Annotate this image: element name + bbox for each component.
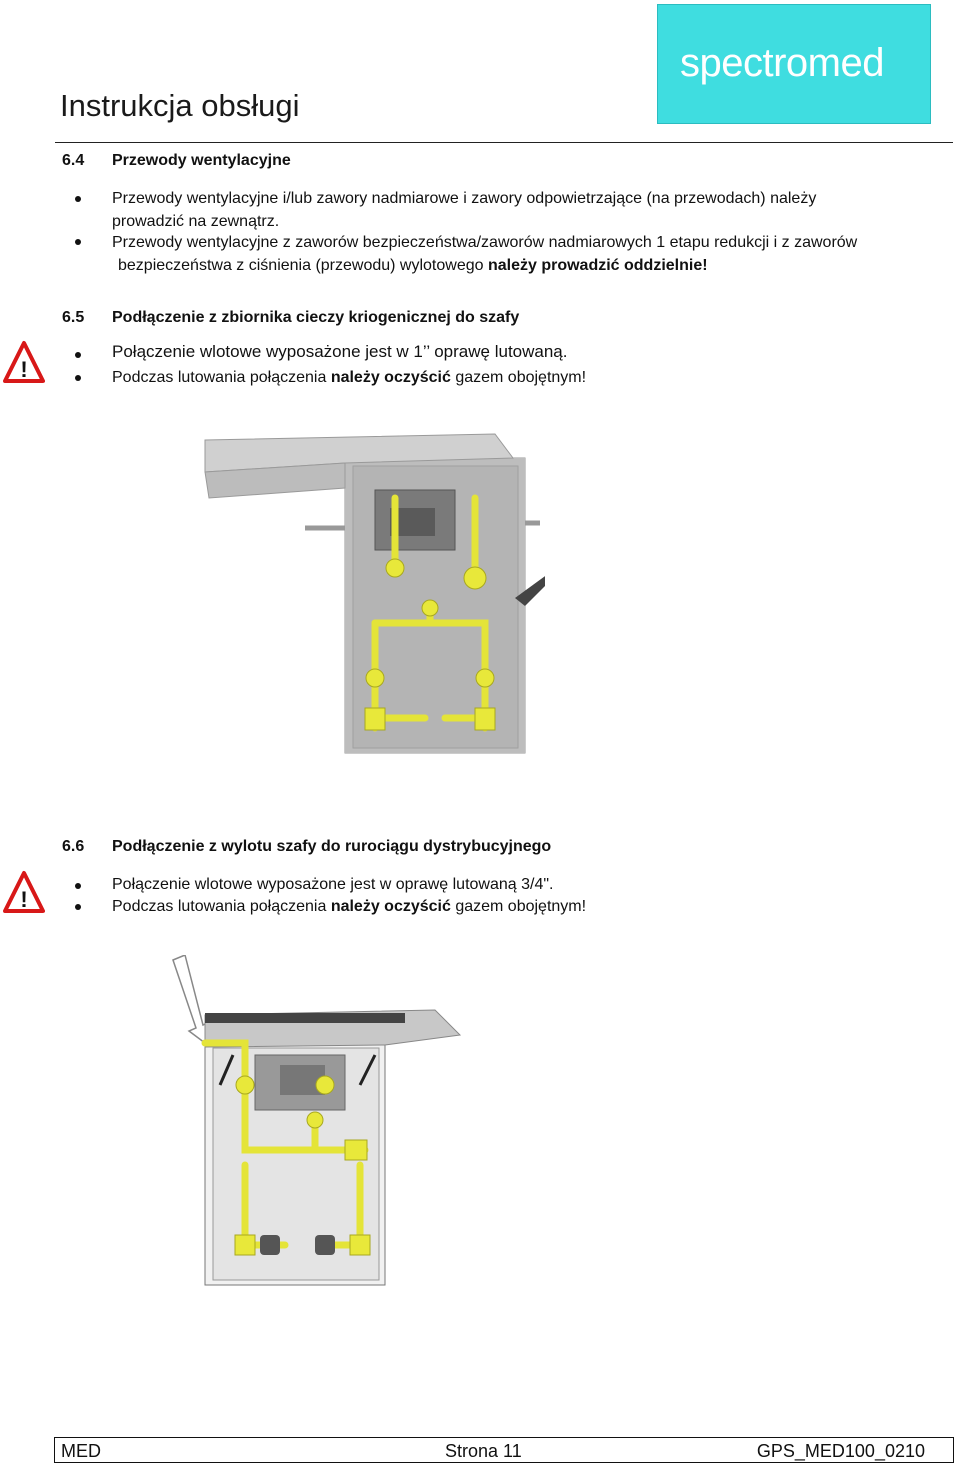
- section-number: 6.6: [62, 838, 85, 855]
- page-number: Strona 11: [445, 1441, 522, 1461]
- text-normal: Podczas lutowania połączenia: [112, 898, 331, 915]
- text-normal: Podczas lutowania połączenia: [112, 369, 331, 386]
- text-bold: należy oczyścić: [330, 898, 451, 915]
- header-divider: [55, 142, 953, 143]
- paragraph: [112, 895, 586, 918]
- warning-triangle-icon: [3, 870, 45, 914]
- text-line: Przewody wentylacyjne i/lub zawory nadmiarowe i zawory odpowietrzające (na przewodach) należy: [112, 190, 817, 207]
- text-line: Przewody wentylacyjne z zaworów bezpieczeństwa/zaworów nadmiarowych 1 etapu redukcji i z zaworów: [112, 234, 858, 251]
- text-normal: bezpieczeństwa z ciśnienia (przewodu) wylotowego: [118, 257, 488, 274]
- cabinet-inlet-diagram: [195, 428, 545, 758]
- svg-text:!: !: [20, 887, 28, 912]
- section-title: Podłączenie z wylotu szafy do rurociągu dystrybucyjnego: [112, 838, 552, 855]
- text-line: prowadzić na zewnątrz.: [112, 213, 280, 230]
- section-title: Przewody wentylacyjne: [112, 152, 291, 169]
- text-line: [112, 254, 957, 277]
- cabinet-outlet-diagram: [165, 955, 475, 1290]
- bullet-icon: [75, 375, 81, 381]
- text-normal: gazem obojętnym!: [450, 898, 587, 915]
- section-number: 6.5: [62, 309, 85, 326]
- text-normal: gazem obojętnym!: [450, 369, 587, 386]
- text-bold: należy prowadzić oddzielnie!: [487, 257, 708, 274]
- section-6-4-heading: [62, 152, 291, 170]
- paragraph: Połączenie wlotowe wyposażone jest w oprawę lutowaną 3/4".: [112, 876, 554, 893]
- section-title: Podłączenie z zbiornika cieczy kriogenicznej do szafy: [112, 309, 520, 326]
- paragraph: Połączenie wlotowe wyposażone jest w 1’’ oprawę lutowaną.: [112, 342, 568, 361]
- section-6-5-heading: [62, 309, 519, 327]
- footer-left: MED: [61, 1441, 101, 1461]
- bullet-icon: [75, 352, 81, 358]
- section-number: 6.4: [62, 152, 85, 169]
- footer-doc-code: GPS_MED100_0210: [756, 1441, 925, 1461]
- bullet-icon: [75, 883, 81, 889]
- bullet-icon: [75, 196, 81, 202]
- spectromed-logo: [657, 4, 931, 124]
- warning-triangle-icon: [3, 340, 45, 384]
- text-bold: należy oczyścić: [330, 369, 451, 386]
- page-title: Instrukcja obsługi: [60, 88, 300, 123]
- page-footer: [54, 1437, 954, 1463]
- bullet-icon: [75, 239, 81, 245]
- bullet-icon: [75, 904, 81, 910]
- paragraph: [112, 366, 586, 389]
- section-6-6-heading: [62, 838, 551, 856]
- paragraph: [112, 187, 816, 233]
- logo-text: spectromed: [680, 41, 884, 85]
- paragraph: [112, 231, 957, 277]
- svg-text:!: !: [20, 357, 28, 382]
